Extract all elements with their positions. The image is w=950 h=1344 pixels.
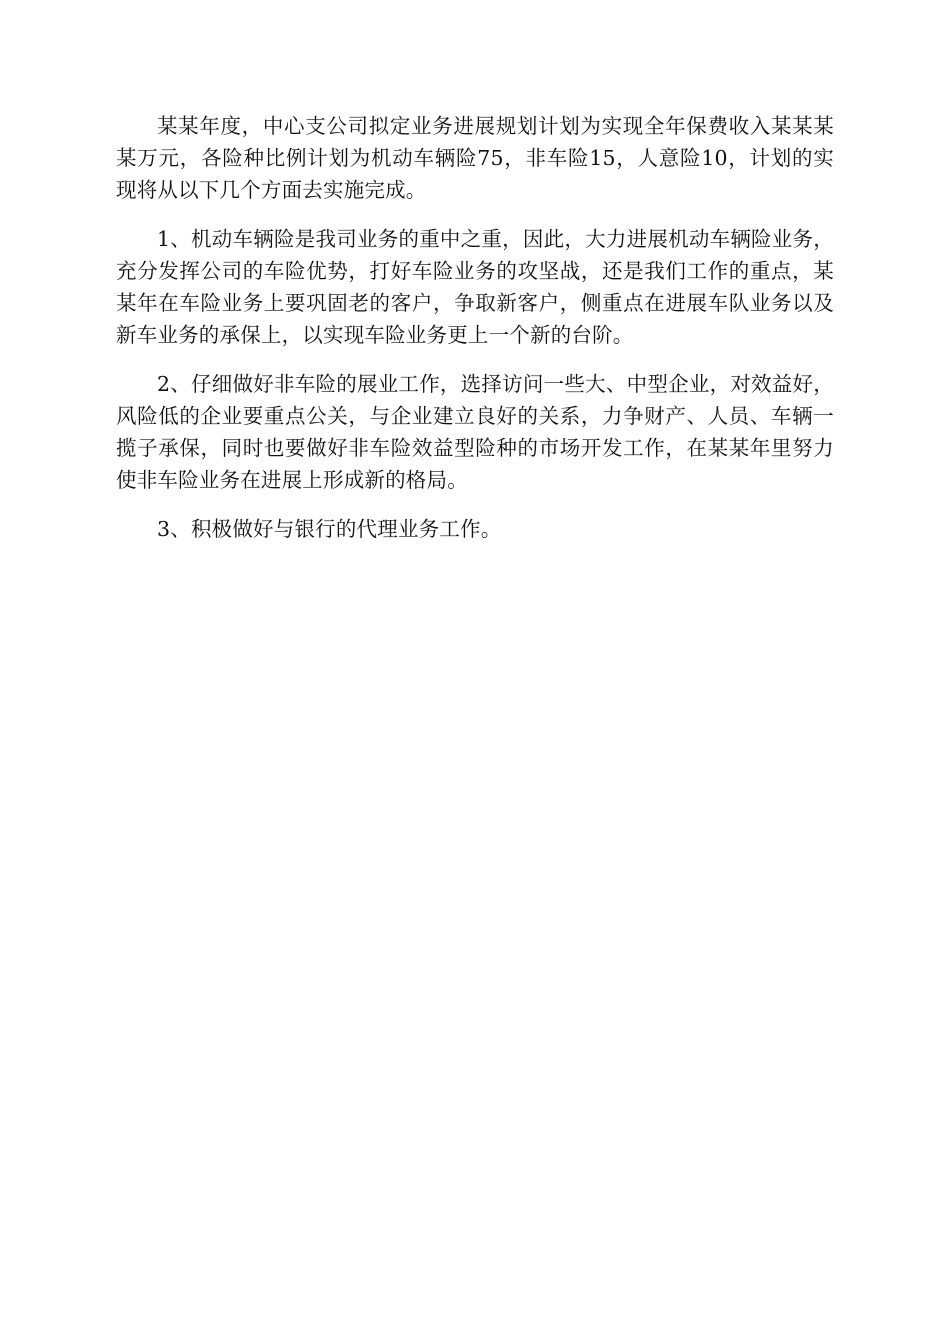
paragraph-item-2: 2、仔细做好非车险的展业工作，选择访问一些大、中型企业，对效益好，风险低的企业要重点公关，与企业建立良好的关系，力争财产、人员、车辆一揽子承保，同时也要做好非车险效益型险种的市场开发工作，在某某年里努力使非车险业务在进展上形成新的格局。 — [116, 372, 834, 492]
paragraph-item-3: 3、积极做好与银行的代理业务工作。 — [157, 517, 502, 541]
paragraph-intro: 某某年度，中心支公司拟定业务进展规划计划为实现全年保费收入某某某某万元，各险种比例计划为机动车辆险75，非车险15，人意险10，计划的实现将从以下几个方面去实施完成。 — [116, 114, 834, 202]
paragraph-item-1: 1、机动车辆险是我司业务的重中之重，因此，大力进展机动车辆险业务，充分发挥公司的车险优势，打好车险业务的攻坚战，还是我们工作的重点，某某年在车险业务上要巩固老的客户，争取新客户，侧重点在进展车队业务以及新车业务的承保上，以实现车险业务更上一个新的台阶。 — [116, 227, 834, 347]
document-body — [116, 110, 834, 562]
